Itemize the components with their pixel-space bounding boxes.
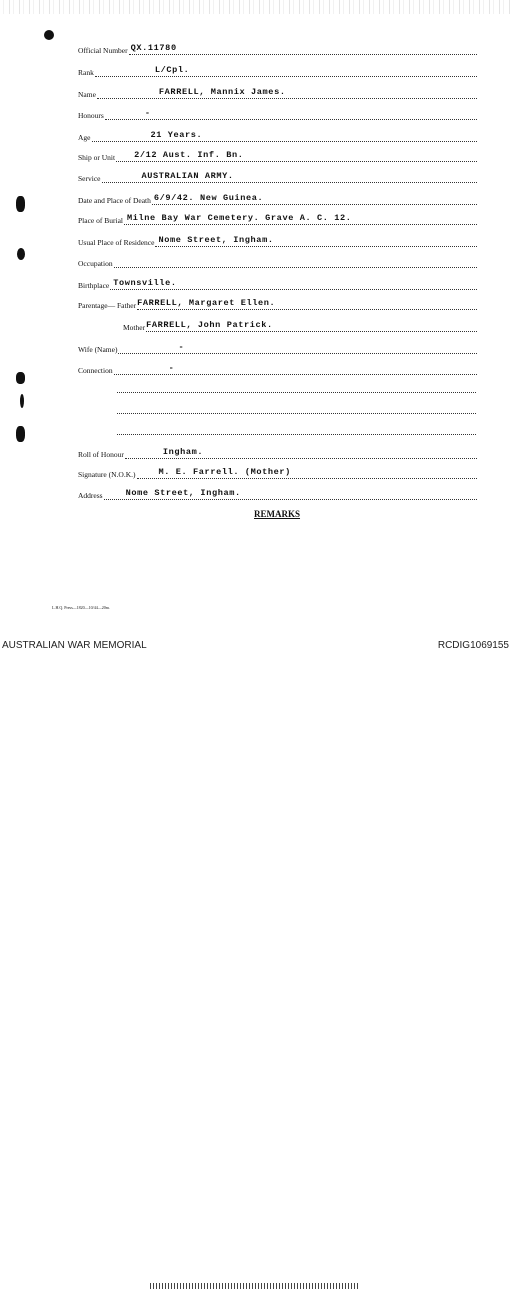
field-value: Milne Bay War Cemetery. Grave A. C. 12.: [127, 213, 352, 223]
field-value: FARRELL, Margaret Ellen.: [137, 298, 276, 308]
punch-hole-3: [16, 372, 25, 384]
field-official-number: [78, 42, 477, 55]
field-label: Place of Burial: [78, 216, 123, 225]
field-value: L/Cpl.: [154, 65, 190, 75]
field-date-place-of-death: [78, 192, 477, 205]
field-value: AUSTRALIAN ARMY.: [141, 171, 234, 181]
field-label: Age: [78, 133, 91, 142]
field-roll-of-honour: [78, 446, 477, 459]
field-age: [78, 129, 477, 142]
field-label: Rank: [78, 68, 94, 77]
field-label: Official Number: [78, 46, 128, 55]
field-value: FARRELL, Mannix James.: [158, 87, 286, 97]
field-value: Nome Street, Ingham.: [158, 235, 274, 245]
field-value: -: [178, 342, 185, 352]
field-occupation: [78, 255, 477, 268]
archive-name: AUSTRALIAN WAR MEMORIAL: [2, 640, 147, 651]
field-birthplace: [78, 277, 477, 290]
field-label: Roll of Honour: [78, 450, 124, 459]
field-value: Nome Street, Ingham.: [125, 488, 241, 498]
field-value: 6/9/42. New Guinea.: [153, 193, 264, 203]
field-label: Connection: [78, 366, 113, 375]
field-usual-residence: [78, 234, 477, 247]
field-label: Ship or Unit: [78, 153, 116, 162]
field-rank: [78, 64, 477, 77]
field-value: FARRELL, John Patrick.: [146, 320, 273, 330]
field-wife-name: [78, 341, 477, 354]
field-connection: [78, 362, 477, 375]
field-value: Townsville.: [113, 278, 177, 288]
field-honours: [78, 107, 477, 120]
punch-hole-top: [44, 30, 54, 40]
field-label: Usual Place of Residence: [78, 238, 155, 247]
field-label: Date and Place of Death: [78, 196, 151, 205]
field-value: -: [168, 363, 175, 373]
field-value: M. E. Farrell. (Mother): [158, 467, 291, 477]
field-place-of-burial: [78, 212, 477, 225]
archive-footer: [0, 637, 513, 654]
field-parentage-mother: [123, 319, 477, 332]
scan-edge: [0, 0, 513, 14]
field-label: Address: [78, 491, 103, 500]
field-value: 2/12 Aust. Inf. Bn.: [134, 150, 244, 160]
field-label: Signature (N.O.K.): [78, 470, 136, 479]
remarks-heading: REMARKS: [254, 509, 301, 519]
field-name: [78, 86, 477, 99]
field-service: [78, 170, 477, 183]
field-address: [78, 487, 477, 500]
punch-hole-5: [16, 426, 25, 442]
field-label: Birthplace: [78, 281, 110, 290]
scale-ruler: [150, 1283, 360, 1289]
field-label: Honours: [78, 111, 104, 120]
record-id: RCDIG1069155: [437, 640, 509, 651]
field-label: Mother: [123, 323, 146, 332]
field-label: Name: [78, 90, 96, 99]
field-parentage-father: [78, 297, 477, 310]
punch-hole-1: [16, 196, 25, 212]
field-value: -: [144, 108, 151, 118]
field-label: Parentage— Father: [78, 301, 137, 310]
punch-hole-4: [20, 394, 24, 408]
field-label: Service: [78, 174, 101, 183]
field-ship-or-unit: [78, 149, 477, 162]
field-label: Wife (Name): [78, 345, 118, 354]
printer-note: L.H.Q. Press—1820—10/44—20m.: [52, 605, 110, 610]
field-value: 21 Years.: [150, 130, 203, 140]
field-value: QX.11780: [130, 43, 177, 53]
connection-blank-line-1: [117, 392, 476, 393]
connection-blank-line-3: [117, 434, 476, 435]
field-signature-nok: [78, 466, 477, 479]
field-value: Ingham.: [162, 447, 204, 457]
field-label: Occupation: [78, 259, 113, 268]
connection-blank-line-2: [117, 413, 476, 414]
punch-hole-2: [17, 248, 25, 260]
